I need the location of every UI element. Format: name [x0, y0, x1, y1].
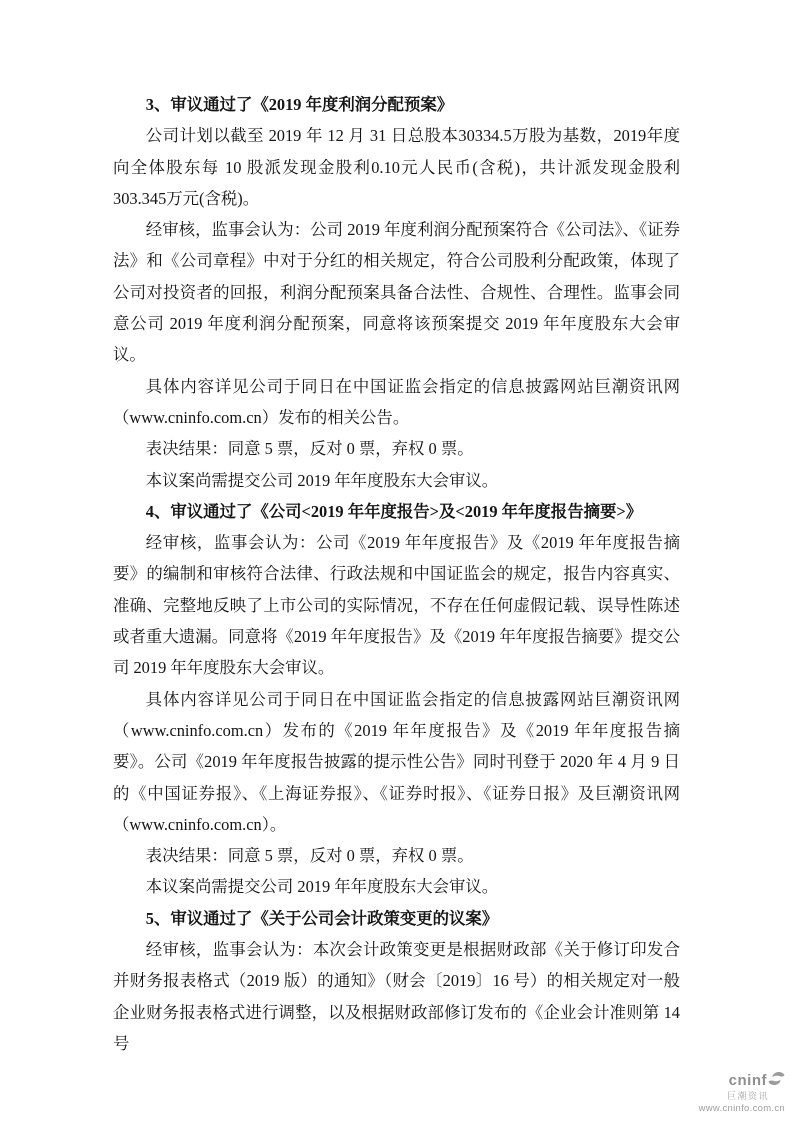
document-paragraph: 本议案尚需提交公司 2019 年年度股东大会审议。: [145, 470, 499, 490]
document-paragraph: 经审核，监事会认为：公司《2019 年年度报告》及《2019 年年度报告摘要》的编制和审核符合法律、行政法规和中国证监会的规定，报告内容真实、准确、完整地反映了上市公司的实际情况，不存在任何虚假记载、误导性陈述或者重大遗漏。同意将《2019 年年度报告》及《2019 年年度报告摘要》提交公司 2019 年年度股东大会审议。: [113, 533, 680, 678]
cninfo-brand-row: [729, 1071, 785, 1090]
cninfo-url-text: www.cninfo.com.cn: [698, 1102, 785, 1114]
cninfo-watermark: [699, 1071, 785, 1114]
section-heading: 4、审议通过了《公司<2019 年年度报告>及<2019 年年度报告摘要>》: [145, 501, 643, 521]
cninfo-caption-text: 巨潮资讯: [726, 1090, 769, 1101]
document-paragraph: 具体内容详见公司于同日在中国证监会指定的信息披露网站巨潮资讯网（www.cninfo.com.cn）发布的相关公告。: [113, 376, 680, 427]
document-paragraph: 表决结果：同意 5 票，反对 0 票，弃权 0 票。: [145, 439, 474, 459]
document-paragraph: 公司计划以截至 2019 年 12 月 31 日总股本30334.5万股为基数，2019年度向全体股东每 10 股派发现金股利0.10元人民币(含税)，共计派发现金股利303.345万元(含税)。: [113, 126, 680, 208]
document-paragraph: 具体内容详见公司于同日在中国证监会指定的信息披露网站巨潮资讯网（www.cninfo.com.cn）发布的《2019 年年度报告》及《2019 年年度报告摘要》。公司《2019 年年度报告披露的提示性公告》同时刊登于 2020 年 4 月 9 日的《中国证券报》、《上海证券报》、《证券时报》、《证券日报》及巨潮资讯网（www.cninfo.com.cn）。: [113, 689, 680, 834]
document-paragraph: 表决结果：同意 5 票，反对 0 票，弃权 0 票。: [145, 846, 474, 866]
section-heading: 3、审议通过了《2019 年度利润分配预案》: [145, 95, 454, 114]
document-paragraph: 经审核，监事会认为：本次会计政策变更是根据财政部《关于修订印发合并财务报表格式（2019 版）的通知》（财会〔2019〕16 号）的相关规定对一般企业财务报表格式进行调整，以及根据财政部修订发布的《企业会计准则第 14 号: [113, 940, 680, 1053]
cninfo-swirl-icon: [768, 1071, 785, 1090]
document-paragraph: 本议案尚需提交公司 2019 年年度股东大会审议。: [145, 877, 499, 897]
document-paragraph: 经审核，监事会认为：公司 2019 年度利润分配预案符合《公司法》、《证券法》和《公司章程》中对于分红的相关规定，符合公司股利分配政策，体现了公司对投资者的回报，利润分配预案具备合法性、合规性、合理性。监事会同意公司 2019 年度利润分配预案，同意将该预案提交 2019 年年度股东大会审议。: [113, 220, 680, 365]
cninfo-brand-text: cninf: [728, 1071, 767, 1089]
section-heading: 5、审议通过了《关于公司会计政策变更的议案》: [145, 908, 499, 928]
document-body: [113, 89, 680, 1059]
